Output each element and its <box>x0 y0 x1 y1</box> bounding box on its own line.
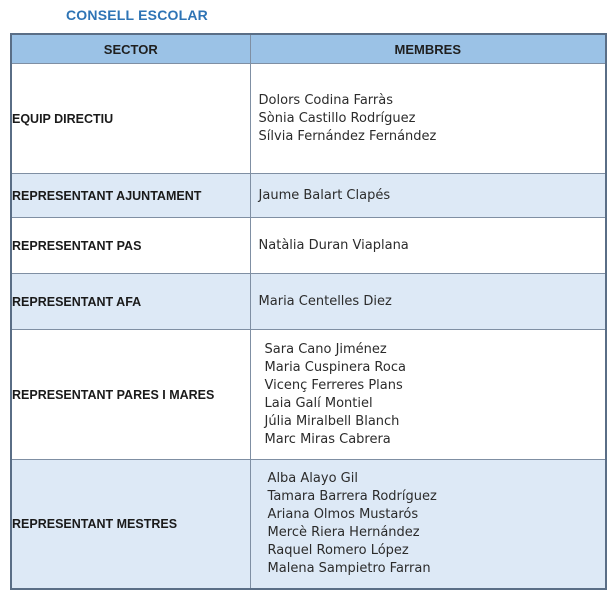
member-name: Mercè Riera Hernández <box>267 524 420 540</box>
member-name: Sílvia Fernández Fernández <box>258 128 437 144</box>
member-name: Malena Sampietro Farran <box>267 560 431 576</box>
member-name: Natàlia Duran Viaplana <box>258 237 409 253</box>
member-name: Maria Cuspinera Roca <box>264 359 406 375</box>
sector-cell: REPRESENTANT MESTRES <box>11 460 250 589</box>
members-cell <box>250 64 606 174</box>
page-title: CONSELL ESCOLAR <box>66 7 208 23</box>
table-row <box>11 218 606 274</box>
table-header-row <box>11 34 606 64</box>
table-row <box>11 174 606 218</box>
member-name: Dolors Codina Farràs <box>258 92 394 108</box>
member-name: Maria Centelles Diez <box>258 293 392 309</box>
members-column-header: MEMBRES <box>250 34 606 64</box>
member-name: Laia Galí Montiel <box>264 395 373 411</box>
sector-cell: EQUIP DIRECTIU <box>11 64 250 174</box>
member-name: Vicenç Ferreres Plans <box>264 377 403 393</box>
sector-cell: REPRESENTANT PAS <box>11 218 250 274</box>
member-name: Júlia Miralbell Blanch <box>264 413 400 429</box>
member-name: Alba Alayo Gil <box>267 470 358 486</box>
member-name: Jaume Balart Clapés <box>258 187 391 203</box>
member-name: Marc Miras Cabrera <box>264 431 391 447</box>
table-row <box>11 330 606 460</box>
table-row <box>11 64 606 174</box>
members-cell <box>250 174 606 218</box>
table-row <box>11 274 606 330</box>
table-row <box>11 460 606 589</box>
sector-cell: REPRESENTANT AFA <box>11 274 250 330</box>
members-cell <box>250 218 606 274</box>
member-name: Raquel Romero López <box>267 542 409 558</box>
member-name: Ariana Olmos Mustarós <box>267 506 419 522</box>
member-name: Sara Cano Jiménez <box>264 341 387 357</box>
member-name: Tamara Barrera Rodríguez <box>267 488 437 504</box>
sector-cell: REPRESENTANT AJUNTAMENT <box>11 174 250 218</box>
members-cell <box>250 330 606 460</box>
sector-cell: REPRESENTANT PARES I MARES <box>11 330 250 460</box>
sector-column-header: SECTOR <box>11 34 250 64</box>
council-table <box>10 33 607 590</box>
members-cell <box>250 460 606 589</box>
members-cell <box>250 274 606 330</box>
member-name: Sònia Castillo Rodríguez <box>258 110 416 126</box>
